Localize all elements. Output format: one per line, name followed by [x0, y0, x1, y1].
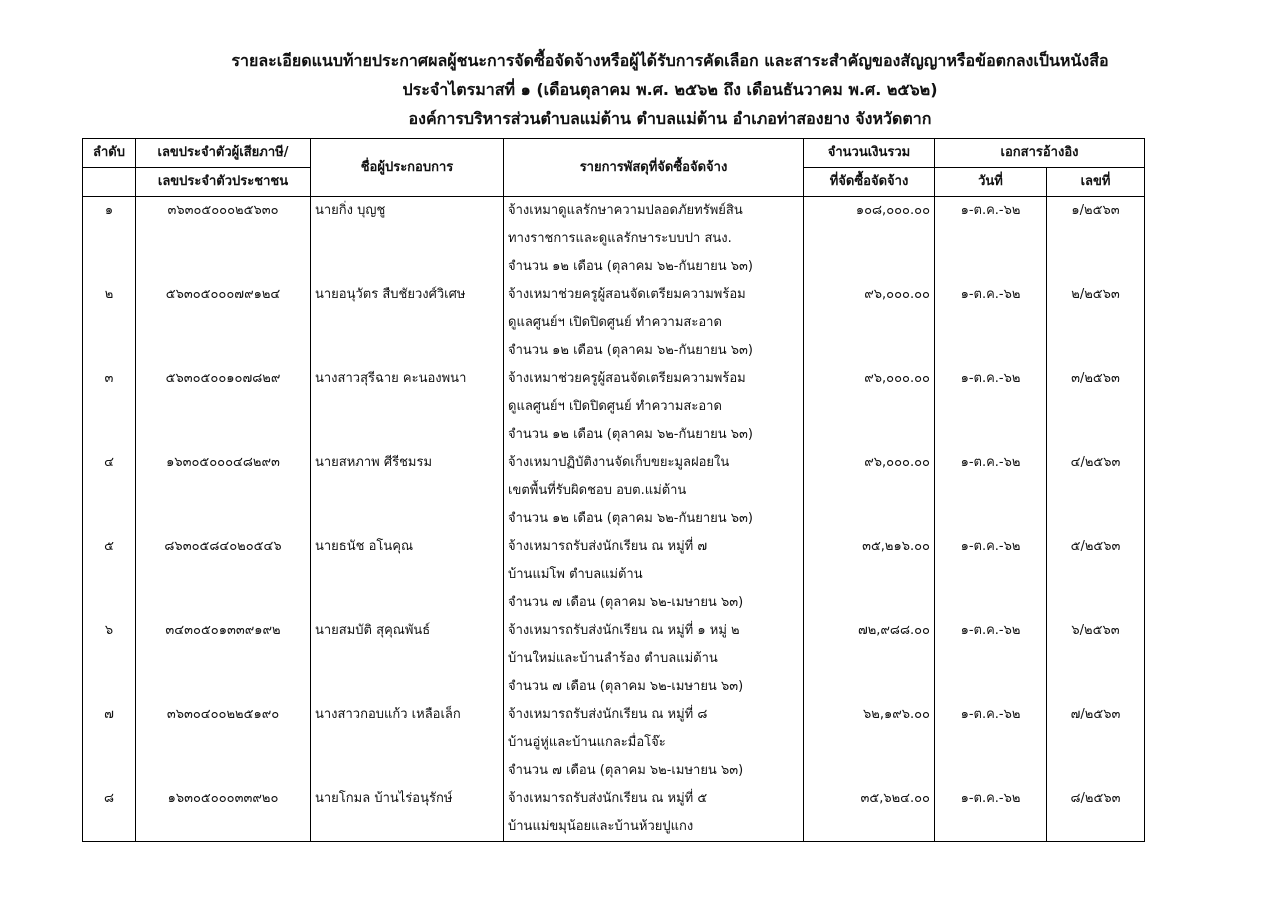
reference-date [935, 393, 1047, 421]
reference-number [1047, 757, 1145, 785]
table-body [83, 197, 1145, 842]
item-description: จำนวน ๗ เดือน (ตุลาคม ๖๒-เมษายน ๖๓) [504, 589, 804, 617]
vendor-name [311, 337, 504, 365]
reference-date [935, 589, 1047, 617]
procurement-table [82, 138, 1145, 842]
row-number [83, 477, 136, 505]
reference-date [935, 337, 1047, 365]
tax-id [136, 421, 311, 449]
item-description: จ้างเหมาช่วยครูผู้สอนจัดเตรียมความพร้อม [504, 281, 804, 309]
table-row [83, 617, 1145, 645]
vendor-name [311, 421, 504, 449]
item-description: จ้างเหมารถรับส่งนักเรียน ณ หมู่ที่ ๘ [504, 701, 804, 729]
amount [804, 561, 935, 589]
item-description: จำนวน ๑๒ เดือน (ตุลาคม ๖๒-กันยายน ๖๓) [504, 253, 804, 281]
reference-date: ๑-ต.ค.-๖๒ [935, 785, 1047, 813]
vendor-name: นางสาวกอบแก้ว เหลือเล็ก [311, 701, 504, 729]
reference-date [935, 421, 1047, 449]
reference-date: ๑-ต.ค.-๖๒ [935, 617, 1047, 645]
item-description: จ้างเหมาดูแลรักษาความปลอดภัยทรัพย์สิน [504, 197, 804, 226]
amount: ๖๒,๑๙๖.๐๐ [804, 701, 935, 729]
row-number [83, 253, 136, 281]
reference-number: ๒/๒๕๖๓ [1047, 281, 1145, 309]
reference-date [935, 673, 1047, 701]
item-description: ทางราชการและดูแลรักษาระบบปา สนง. [504, 225, 804, 253]
reference-date: ๑-ต.ค.-๖๒ [935, 533, 1047, 561]
vendor-name: นายโกมล บ้านไร่อนุรักษ์ [311, 785, 504, 813]
tax-id [136, 645, 311, 673]
row-number: ๑ [83, 197, 136, 226]
tax-id [136, 757, 311, 785]
item-description: จำนวน ๑๒ เดือน (ตุลาคม ๖๒-กันยายน ๖๓) [504, 421, 804, 449]
reference-number: ๖/๒๕๖๓ [1047, 617, 1145, 645]
reference-number [1047, 337, 1145, 365]
col-header-amount-line2: ที่จัดซื้อจัดจ้าง [804, 168, 935, 197]
amount [804, 729, 935, 757]
amount [804, 813, 935, 842]
row-number [83, 673, 136, 701]
amount: ๙๖,๐๐๐.๐๐ [804, 449, 935, 477]
item-description: เขตพื้นที่รับผิดชอบ อบต.แม่ต้าน [504, 477, 804, 505]
tax-id [136, 309, 311, 337]
reference-number [1047, 505, 1145, 533]
table-row [83, 645, 1145, 673]
item-description: จำนวน ๗ เดือน (ตุลาคม ๖๒-เมษายน ๖๓) [504, 673, 804, 701]
table-row [83, 309, 1145, 337]
table-row [83, 449, 1145, 477]
item-description: ดูแลศูนย์ฯ เปิดปิดศูนย์ ทำความสะอาด [504, 393, 804, 421]
table-row [83, 421, 1145, 449]
reference-number [1047, 477, 1145, 505]
tax-id: ๑๖๓๐๕๐๐๐๔๘๒๙๓ [136, 449, 311, 477]
reference-date [935, 477, 1047, 505]
col-header-reference: เอกสารอ้างอิง [935, 139, 1145, 168]
vendor-name: นายสมบัติ สุคุณพันธ์ [311, 617, 504, 645]
row-number [83, 421, 136, 449]
col-header-items: รายการพัสดุที่จัดซื้อจัดจ้าง [504, 139, 804, 197]
amount [804, 253, 935, 281]
reference-number: ๑/๒๕๖๓ [1047, 197, 1145, 226]
table-row [83, 337, 1145, 365]
reference-number [1047, 589, 1145, 617]
reference-date [935, 225, 1047, 253]
tax-id [136, 505, 311, 533]
reference-date: ๑-ต.ค.-๖๒ [935, 449, 1047, 477]
row-number: ๘ [83, 785, 136, 813]
amount [804, 225, 935, 253]
amount: ๙๖,๐๐๐.๐๐ [804, 281, 935, 309]
reference-date: ๑-ต.ค.-๖๒ [935, 197, 1047, 226]
reference-number: ๕/๒๕๖๓ [1047, 533, 1145, 561]
table-row [83, 225, 1145, 253]
reference-number [1047, 561, 1145, 589]
reference-date: ๑-ต.ค.-๖๒ [935, 365, 1047, 393]
table-row [83, 505, 1145, 533]
reference-number [1047, 309, 1145, 337]
reference-date [935, 729, 1047, 757]
amount: ๑๐๘,๐๐๐.๐๐ [804, 197, 935, 226]
amount [804, 673, 935, 701]
amount [804, 645, 935, 673]
amount: ๗๒,๙๘๘.๐๐ [804, 617, 935, 645]
document-title: รายละเอียดแนบท้ายประกาศผลผู้ชนะการจัดซื้อจัดจ้างหรือผู้ได้รับการคัดเลือก และสาระสำคัญของสัญญาหรือข้อตกลงเป็นหนังสือ [231, 51, 1109, 70]
col-header-no-cont [83, 168, 136, 197]
item-description: จ้างเหมาปฏิบัติงานจัดเก็บขยะมูลฝอยใน [504, 449, 804, 477]
reference-number: ๓/๒๕๖๓ [1047, 365, 1145, 393]
item-description: บ้านแม่ขมุน้อยและบ้านห้วยปูแกง [504, 813, 804, 842]
reference-number [1047, 253, 1145, 281]
tax-id [136, 813, 311, 842]
amount [804, 337, 935, 365]
tax-id: ๕๖๓๐๕๐๐๑๐๗๘๒๙ [136, 365, 311, 393]
document-header [0, 46, 1273, 133]
row-number [83, 225, 136, 253]
row-number [83, 505, 136, 533]
vendor-name [311, 729, 504, 757]
row-number: ๖ [83, 617, 136, 645]
tax-id: ๓๖๓๐๕๐๐๐๒๕๖๓๐ [136, 197, 311, 226]
tax-id [136, 477, 311, 505]
table-row [83, 365, 1145, 393]
reference-number [1047, 729, 1145, 757]
reference-number: ๔/๒๕๖๓ [1047, 449, 1145, 477]
col-header-taxid-line2: เลขประจำตัวประชาชน [136, 168, 311, 197]
vendor-name [311, 225, 504, 253]
table-row [83, 589, 1145, 617]
reference-number [1047, 673, 1145, 701]
amount: ๙๖,๐๐๐.๐๐ [804, 365, 935, 393]
document-organization: องค์การบริหารส่วนตำบลแม่ต้าน ตำบลแม่ต้าน อำเภอท่าสองยาง จังหวัดตาก [408, 109, 932, 128]
item-description: จ้างเหมารถรับส่งนักเรียน ณ หมู่ที่ ๕ [504, 785, 804, 813]
item-description: บ้านใหม่และบ้านลำร้อง ตำบลแม่ต้าน [504, 645, 804, 673]
amount [804, 421, 935, 449]
tax-id: ๑๖๓๐๕๐๐๐๓๓๙๒๐ [136, 785, 311, 813]
table-row [83, 701, 1145, 729]
table-row [83, 757, 1145, 785]
vendor-name [311, 253, 504, 281]
reference-date [935, 505, 1047, 533]
col-header-no: ลำดับ [83, 139, 136, 168]
tax-id [136, 673, 311, 701]
item-description: จำนวน ๗ เดือน (ตุลาคม ๖๒-เมษายน ๖๓) [504, 757, 804, 785]
vendor-name [311, 393, 504, 421]
row-number [83, 645, 136, 673]
vendor-name [311, 561, 504, 589]
vendor-name [311, 673, 504, 701]
table-row [83, 253, 1145, 281]
reference-number [1047, 393, 1145, 421]
amount [804, 589, 935, 617]
tax-id [136, 561, 311, 589]
reference-date: ๑-ต.ค.-๖๒ [935, 701, 1047, 729]
reference-date: ๑-ต.ค.-๖๒ [935, 281, 1047, 309]
tax-id [136, 253, 311, 281]
vendor-name: นายธนัช อโนคุณ [311, 533, 504, 561]
tax-id: ๕๖๓๐๕๐๐๐๗๙๑๒๔ [136, 281, 311, 309]
reference-number [1047, 813, 1145, 842]
row-number [83, 813, 136, 842]
row-number [83, 309, 136, 337]
tax-id: ๘๖๓๐๕๘๔๐๒๐๕๔๖ [136, 533, 311, 561]
document-period: ประจำไตรมาสที่ ๑ (เดือนตุลาคม พ.ศ. ๒๕๖๒ ถึง เดือนธันวาคม พ.ศ. ๒๕๖๒) [402, 80, 938, 99]
row-number: ๗ [83, 701, 136, 729]
col-header-taxid-line1: เลขประจำตัวผู้เสียภาษี/ [136, 139, 311, 168]
vendor-name: นางสาวสุรีฉาย คะนองพนา [311, 365, 504, 393]
table-row [83, 673, 1145, 701]
table-row [83, 561, 1145, 589]
tax-id: ๓๖๓๐๔๐๐๒๒๕๑๙๐ [136, 701, 311, 729]
vendor-name [311, 757, 504, 785]
table-row [83, 813, 1145, 842]
tax-id [136, 337, 311, 365]
vendor-name [311, 813, 504, 842]
vendor-name: นายสหภาพ ศีรีชมรม [311, 449, 504, 477]
table-row [83, 785, 1145, 813]
reference-number: ๘/๒๕๖๓ [1047, 785, 1145, 813]
vendor-name [311, 505, 504, 533]
reference-number [1047, 421, 1145, 449]
tax-id [136, 729, 311, 757]
col-header-vendor: ชื่อผู้ประกอบการ [311, 139, 504, 197]
table-row [83, 477, 1145, 505]
vendor-name: นายอนุวัตร สืบชัยวงศ์วิเศษ [311, 281, 504, 309]
amount [804, 505, 935, 533]
item-description: จ้างเหมารถรับส่งนักเรียน ณ หมู่ที่ ๗ [504, 533, 804, 561]
amount [804, 477, 935, 505]
table-row [83, 393, 1145, 421]
amount [804, 757, 935, 785]
vendor-name [311, 477, 504, 505]
tax-id: ๓๔๓๐๕๐๑๓๓๙๑๙๒ [136, 617, 311, 645]
item-description: ดูแลศูนย์ฯ เปิดปิดศูนย์ ทำความสะอาด [504, 309, 804, 337]
vendor-name [311, 589, 504, 617]
row-number: ๔ [83, 449, 136, 477]
row-number: ๒ [83, 281, 136, 309]
vendor-name: นายกิ่ง บุญชู [311, 197, 504, 226]
item-description: จ้างเหมารถรับส่งนักเรียน ณ หมู่ที่ ๑ หมู่ ๒ [504, 617, 804, 645]
table-row [83, 729, 1145, 757]
reference-date [935, 645, 1047, 673]
col-header-ref-no: เลขที่ [1047, 168, 1145, 197]
tax-id [136, 393, 311, 421]
reference-date [935, 309, 1047, 337]
item-description: จ้างเหมาช่วยครูผู้สอนจัดเตรียมความพร้อม [504, 365, 804, 393]
row-number [83, 757, 136, 785]
reference-date [935, 561, 1047, 589]
row-number [83, 393, 136, 421]
amount [804, 309, 935, 337]
tax-id [136, 225, 311, 253]
amount [804, 393, 935, 421]
tax-id [136, 589, 311, 617]
table-row [83, 281, 1145, 309]
col-header-amount-line1: จำนวนเงินรวม [804, 139, 935, 168]
reference-number [1047, 225, 1145, 253]
reference-date [935, 813, 1047, 842]
table-row [83, 197, 1145, 226]
table-row [83, 533, 1145, 561]
amount: ๓๕,๒๑๖.๐๐ [804, 533, 935, 561]
item-description: จำนวน ๑๒ เดือน (ตุลาคม ๖๒-กันยายน ๖๓) [504, 505, 804, 533]
amount: ๓๕,๖๒๔.๐๐ [804, 785, 935, 813]
vendor-name [311, 645, 504, 673]
reference-date [935, 253, 1047, 281]
item-description: จำนวน ๑๒ เดือน (ตุลาคม ๖๒-กันยายน ๖๓) [504, 337, 804, 365]
reference-date [935, 757, 1047, 785]
col-header-ref-date: วันที่ [935, 168, 1047, 197]
reference-number [1047, 645, 1145, 673]
row-number [83, 729, 136, 757]
item-description: บ้านอู่หู่และบ้านแกละมื่อโจ๊ะ [504, 729, 804, 757]
reference-number: ๗/๒๕๖๓ [1047, 701, 1145, 729]
row-number [83, 337, 136, 365]
table-header [83, 139, 1145, 197]
row-number [83, 589, 136, 617]
row-number: ๓ [83, 365, 136, 393]
item-description: บ้านแม่โพ ตำบลแม่ต้าน [504, 561, 804, 589]
row-number [83, 561, 136, 589]
vendor-name [311, 309, 504, 337]
row-number: ๕ [83, 533, 136, 561]
